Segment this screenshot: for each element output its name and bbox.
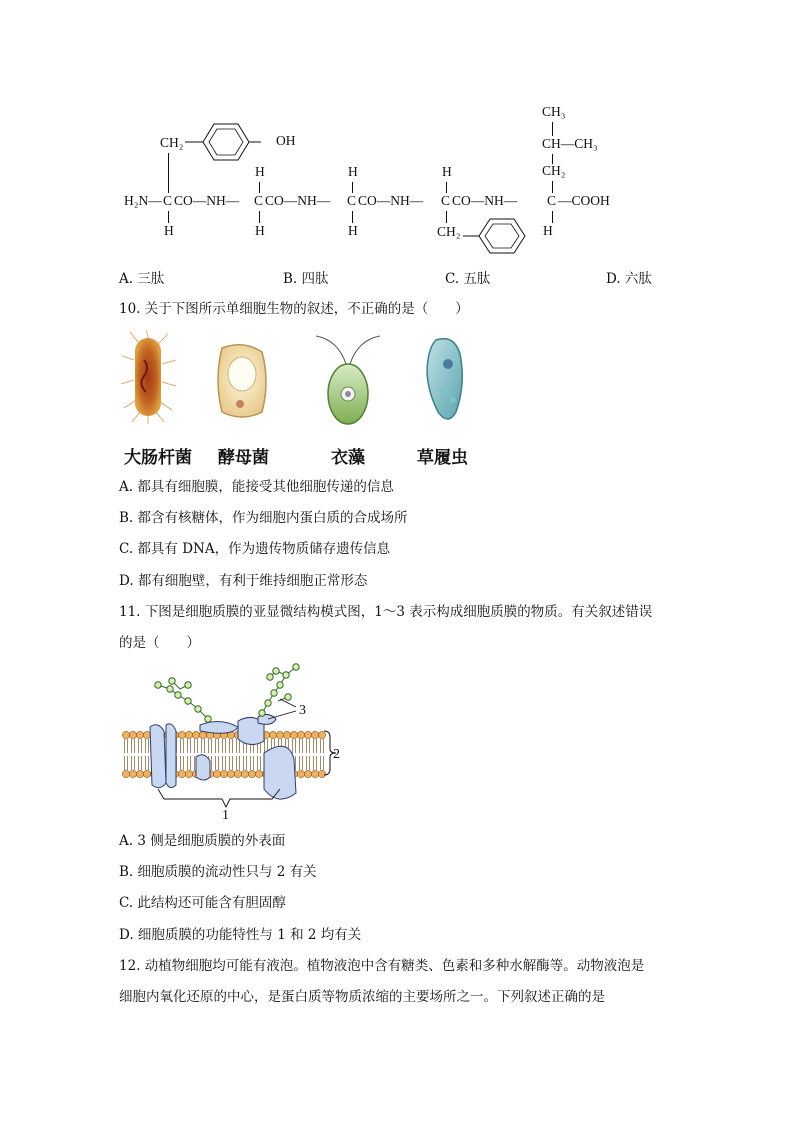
- lipid-tail: [209, 739, 212, 753]
- q9-option-c[interactable]: C. 五肽: [445, 271, 491, 287]
- q12-line2: 细胞内氧化还原的中心，是蛋白质等物质浓缩的主要场所之一。下列叙述正确的是: [119, 989, 605, 1005]
- ch2-leu: CH₂: [542, 163, 566, 178]
- lipid-head: [297, 770, 304, 777]
- h-bot-1: H: [164, 223, 174, 238]
- lipid-head: [227, 770, 234, 777]
- lipid-tail: [237, 739, 240, 753]
- carboxyl-terminus: —COOH: [558, 193, 610, 208]
- h-top-3: H: [348, 164, 358, 179]
- q9-option-d[interactable]: D. 六肽: [606, 271, 652, 287]
- bond: [552, 122, 553, 136]
- lipid-tail: [139, 739, 142, 753]
- lipid-head: [213, 770, 220, 777]
- lipid-tail: [132, 756, 135, 770]
- lipid-head: [290, 731, 297, 738]
- lipid-tail: [195, 739, 198, 753]
- bond: [552, 181, 553, 193]
- bond: [552, 211, 553, 223]
- peptide-bond-2: CO—NH—: [265, 193, 331, 208]
- bond: [259, 211, 260, 223]
- lipid-tail: [202, 739, 205, 753]
- q12-line1: 12. 动植物细胞均可能有液泡。植物液泡中含有糖类、色素和多种水解酶等。动物液泡是: [119, 958, 645, 974]
- lipid-tail: [251, 756, 254, 770]
- lipid-head: [234, 770, 241, 777]
- lipid-head: [318, 731, 325, 738]
- lipid-tail: [258, 756, 261, 770]
- h-bot-5: H: [543, 223, 553, 238]
- lipid-tail: [321, 756, 324, 770]
- lipid-tail: [230, 739, 233, 753]
- peptide-bond-4: CO—NH—: [452, 193, 518, 208]
- unicellular-organisms-figure: [118, 330, 488, 430]
- lipid-tail: [314, 739, 317, 753]
- bond: [352, 182, 353, 193]
- lipid-head: [297, 731, 304, 738]
- ch-ch3: CH—CH₃: [542, 136, 598, 151]
- peptide-bond-1: CO—NH—: [174, 193, 240, 208]
- alpha-carbon-1: C: [163, 193, 173, 208]
- label-2: 2: [333, 747, 340, 762]
- lipid-tail: [244, 756, 247, 770]
- lipid-tail: [146, 756, 149, 770]
- q9-option-b[interactable]: B. 四肽: [283, 271, 329, 287]
- lipid-tail: [181, 739, 184, 753]
- lipid-head: [185, 770, 192, 777]
- lipid-tail: [230, 756, 233, 770]
- bond: [168, 211, 169, 223]
- chlamydomonas-image: [316, 336, 380, 424]
- label-3: 3: [299, 703, 306, 718]
- lipid-head: [143, 731, 150, 738]
- caption-chlamydomonas: 衣藻: [331, 448, 365, 468]
- lipid-head: [304, 770, 311, 777]
- q10-stem: 10. 关于下图所示单细胞生物的叙述，不正确的是（ ）: [119, 301, 469, 317]
- lipid-head: [304, 731, 311, 738]
- q10-option-b[interactable]: B. 都含有核糖体，作为细胞内蛋白质的合成场所: [119, 510, 408, 526]
- caption-yeast: 酵母菌: [218, 448, 269, 468]
- ch3-top: CH₃: [542, 104, 566, 119]
- lipid-head: [185, 731, 192, 738]
- lipid-tail: [139, 756, 142, 770]
- lipid-tail: [307, 739, 310, 753]
- lipid-tail: [216, 739, 219, 753]
- lipid-head: [318, 770, 325, 777]
- lipid-head: [220, 770, 227, 777]
- lipid-tail: [188, 756, 191, 770]
- caption-ecoli: 大肠杆菌: [124, 448, 192, 468]
- q11-option-a[interactable]: A. 3 侧是细胞质膜的外表面: [119, 833, 286, 849]
- q9-option-a[interactable]: A. 三肽: [119, 271, 165, 287]
- lipid-head: [143, 770, 150, 777]
- q10-option-a[interactable]: A. 都具有细胞膜，能接受其他细胞传递的信息: [119, 479, 394, 495]
- q10-option-c[interactable]: C. 都具有 DNA，作为遗传物质储存遗传信息: [119, 541, 391, 557]
- lipid-tail: [300, 756, 303, 770]
- alpha-carbon-3: C: [347, 193, 357, 208]
- lipid-tail: [300, 739, 303, 753]
- q11-stem-line2: 的是（ ）: [119, 635, 200, 651]
- lipid-tail: [293, 739, 296, 753]
- h-top-2: H: [255, 164, 265, 179]
- ch2-phe: CH₂: [437, 224, 461, 239]
- peptide-bond-3: CO—NH—: [358, 193, 424, 208]
- amino-terminus: H₂N—: [124, 193, 162, 208]
- lipid-tail: [146, 739, 149, 753]
- bond: [446, 182, 447, 193]
- bond: [352, 211, 353, 223]
- bond: [168, 153, 169, 193]
- lipid-tail: [237, 756, 240, 770]
- lipid-tail: [223, 756, 226, 770]
- lipid-head: [178, 770, 185, 777]
- lipid-head: [129, 770, 136, 777]
- lipid-tail: [223, 739, 226, 753]
- lipid-tail: [132, 739, 135, 753]
- h-bot-2: H: [255, 223, 265, 238]
- benzene-ring-diagram: [463, 214, 543, 258]
- lipid-head: [178, 731, 185, 738]
- ch2-tyr: CH₂: [160, 135, 184, 150]
- bond: [259, 182, 260, 193]
- lipid-head: [255, 770, 262, 777]
- lipid-tail: [188, 739, 191, 753]
- cell-membrane-diagram: [118, 655, 348, 825]
- lipid-head: [122, 770, 129, 777]
- phenol-ring-diagram: [185, 118, 275, 162]
- lipid-head: [136, 731, 143, 738]
- caption-paramecium: 草履虫: [417, 448, 468, 468]
- q11-option-d[interactable]: D. 细胞质膜的功能特性与 1 和 2 均有关: [119, 927, 362, 943]
- paramecium-image: [427, 339, 462, 419]
- lipid-tail: [181, 756, 184, 770]
- h-bot-3: H: [348, 223, 358, 238]
- bond: [446, 211, 447, 223]
- lipid-tail: [314, 756, 317, 770]
- lipid-head: [276, 731, 283, 738]
- alpha-carbon-5: C: [547, 193, 557, 208]
- lipid-head: [122, 731, 129, 738]
- yeast-image: [218, 345, 266, 417]
- alpha-carbon-2: C: [254, 193, 264, 208]
- lipid-tail: [216, 756, 219, 770]
- lipid-tail: [125, 756, 128, 770]
- q10-option-d[interactable]: D. 都有细胞壁，有利于维持细胞正常形态: [119, 573, 368, 589]
- lipid-tail: [125, 739, 128, 753]
- ecoli-image: [121, 330, 176, 424]
- h-top-4: H: [442, 164, 452, 179]
- label-1: 1: [222, 808, 229, 823]
- lipid-head: [241, 770, 248, 777]
- lipid-head: [248, 770, 255, 777]
- lipid-tail: [321, 739, 324, 753]
- oh-group: OH: [276, 133, 296, 148]
- glycoprotein-chains: [155, 664, 299, 722]
- membrane-proteins: [150, 714, 296, 799]
- lipid-head: [129, 731, 136, 738]
- lipid-head: [199, 731, 206, 738]
- lipid-head: [192, 731, 199, 738]
- lipid-head: [311, 770, 318, 777]
- q11-option-b[interactable]: B. 细胞质膜的流动性只与 2 有关: [119, 864, 317, 880]
- q11-option-c[interactable]: C. 此结构还可能含有胆固醇: [119, 895, 286, 911]
- lipid-head: [311, 731, 318, 738]
- lipid-tail: [307, 756, 310, 770]
- q11-stem-line1: 11. 下图是细胞质膜的亚显微结构模式图，1～3 表示构成细胞质膜的物质。有关叙述错误: [119, 604, 653, 620]
- lipid-head: [136, 770, 143, 777]
- lipid-head: [283, 731, 290, 738]
- alpha-carbon-4: C: [441, 193, 451, 208]
- lipid-head: [269, 731, 276, 738]
